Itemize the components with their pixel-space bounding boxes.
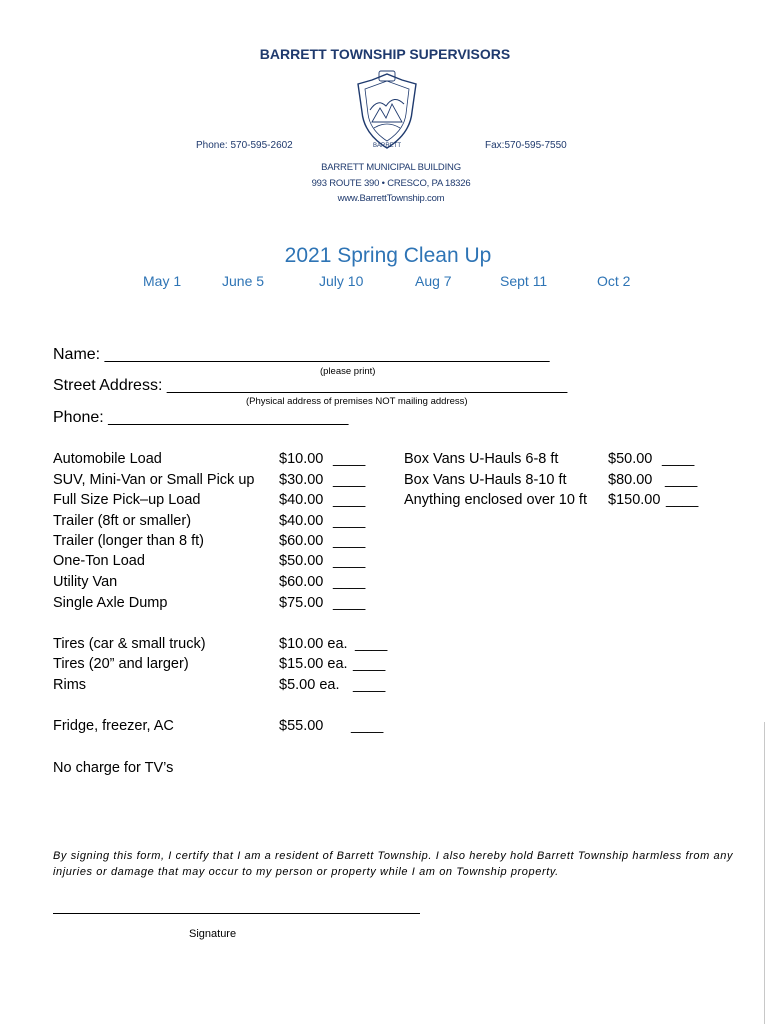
fee-price: $80.00 (608, 472, 653, 488)
event-date: Oct 2 (597, 273, 631, 289)
fee-quantity-blank[interactable]: ____ (333, 451, 366, 467)
no-charge-note: No charge for TV’s (53, 760, 174, 776)
fee-price: $50.00 (608, 451, 653, 467)
fee-quantity-blank[interactable]: ____ (665, 472, 698, 488)
street-address-hint: (Physical address of premises NOT mailing address) (246, 396, 468, 407)
street-address: 993 ROUTE 390 • CRESCO, PA 18326 (311, 178, 471, 189)
event-date: July 10 (319, 273, 364, 289)
tire-quantity-blank[interactable]: ____ (353, 656, 386, 672)
phone-field[interactable]: Phone: ___________________________ (53, 409, 349, 426)
fee-price: $60.00 (279, 533, 324, 549)
fee-price: $40.00 (279, 492, 324, 508)
page-edge-divider (764, 722, 765, 1024)
appliance-quantity-blank[interactable]: ____ (351, 718, 384, 734)
event-date: Sept 11 (500, 273, 548, 289)
street-address-field[interactable]: Street Address: _____________________________________________ (53, 377, 568, 394)
building-name: BARRETT MUNICIPAL BUILDING (321, 162, 461, 173)
fee-quantity-blank[interactable]: ____ (333, 533, 366, 549)
fee-quantity-blank[interactable]: ____ (333, 513, 366, 529)
township-seal-icon (352, 70, 422, 152)
tire-fee-price: $5.00 ea. (279, 677, 340, 693)
organization-title: BARRETT TOWNSHIP SUPERVISORS (259, 46, 511, 62)
fee-label: Trailer (8ft or smaller) (53, 513, 192, 529)
fee-price: $60.00 (279, 574, 324, 590)
tire-quantity-blank[interactable]: ____ (355, 636, 388, 652)
fee-label: Automobile Load (53, 451, 162, 467)
fee-label: One-Ton Load (53, 553, 145, 569)
event-date: June 5 (222, 273, 265, 289)
signature-line[interactable] (53, 913, 420, 914)
fee-price: $150.00 (608, 492, 661, 508)
fee-price: $40.00 (279, 513, 324, 529)
appliance-fee-label: Fridge, freezer, AC (53, 718, 174, 734)
tire-fee-label: Tires (20” and larger) (53, 656, 189, 672)
appliance-fee-price: $55.00 (279, 718, 324, 734)
signature-label: Signature (189, 928, 237, 940)
fax-number: Fax:570-595-7550 (485, 140, 567, 151)
fee-quantity-blank[interactable]: ____ (333, 574, 366, 590)
fee-price: $30.00 (279, 472, 324, 488)
fee-label: SUV, Mini-Van or Small Pick up (53, 472, 255, 488)
fee-label: Box Vans U-Hauls 8-10 ft (404, 472, 567, 488)
name-hint: (please print) (320, 366, 376, 377)
fee-quantity-blank[interactable]: ____ (333, 492, 366, 508)
disclaimer-text: By signing this form, I certify that I am a resident of Barrett Township. I also hereby hold Barrett Township harmless from any injuries or damage that may occur to my person or property while I am on Township property. (53, 850, 734, 878)
tire-fee-label: Tires (car & small truck) (53, 636, 206, 652)
fee-quantity-blank[interactable]: ____ (333, 553, 366, 569)
website-link[interactable]: www.BarrettTownship.com (337, 193, 445, 204)
fee-quantity-blank[interactable]: ____ (333, 595, 366, 611)
phone-number: Phone: 570-595-2602 (196, 140, 293, 151)
event-date: Aug 7 (415, 273, 452, 289)
fee-price: $50.00 (279, 553, 324, 569)
fee-quantity-blank[interactable]: ____ (333, 472, 366, 488)
fee-label: Anything enclosed over 10 ft (404, 492, 587, 508)
tire-fee-label: Rims (53, 677, 87, 693)
fee-price: $10.00 (279, 451, 324, 467)
fee-label: Full Size Pick–up Load (53, 492, 201, 508)
tire-fee-price: $10.00 ea. (279, 636, 348, 652)
fee-label: Single Axle Dump (53, 595, 168, 611)
tire-fee-price: $15.00 ea. (279, 656, 348, 672)
tire-quantity-blank[interactable]: ____ (353, 677, 386, 693)
name-field[interactable]: Name: __________________________________________________ (53, 346, 550, 363)
event-date: May 1 (143, 273, 182, 289)
fee-quantity-blank[interactable]: ____ (662, 451, 695, 467)
fee-label: Utility Van (53, 574, 118, 590)
fee-quantity-blank[interactable]: ____ (666, 492, 699, 508)
fee-price: $75.00 (279, 595, 324, 611)
fee-label: Trailer (longer than 8 ft) (53, 533, 204, 549)
svg-text:BARRETT: BARRETT (372, 143, 402, 149)
fee-label: Box Vans U-Hauls 6-8 ft (404, 451, 559, 467)
event-title: 2021 Spring Clean Up (284, 244, 492, 267)
